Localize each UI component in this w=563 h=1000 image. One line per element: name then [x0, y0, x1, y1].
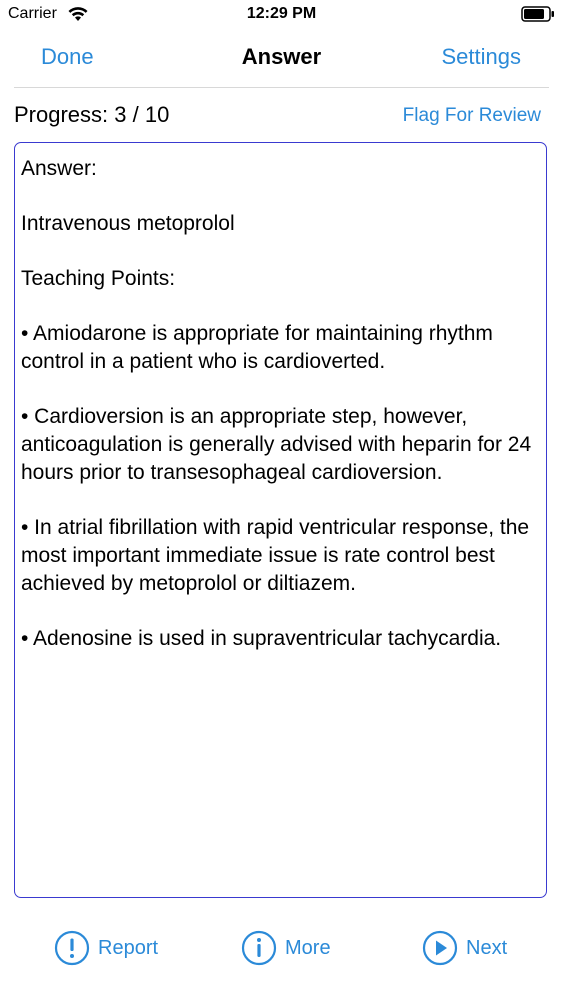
progress-label: Progress: 3 / 10 [14, 102, 170, 127]
more-button[interactable] [241, 930, 331, 966]
teaching-point: • Cardioversion is an appropriate step, however, anticoagulation is generally advised with heparin for 24 hours prior to transesophageal cardioversion. [21, 405, 532, 484]
progress-row [0, 96, 563, 132]
info-circle-icon [241, 930, 277, 966]
answer-text-view[interactable] [14, 142, 547, 898]
nav-divider [14, 87, 549, 88]
next-label: Next [466, 936, 508, 959]
flag-for-review-button[interactable]: Flag For Review [402, 105, 541, 126]
teaching-points-heading: Teaching Points: [21, 267, 176, 290]
carrier-label: Carrier [8, 5, 57, 22]
answer-text: Intravenous metoprolol [21, 212, 235, 235]
report-button[interactable] [54, 930, 158, 966]
report-label: Report [98, 936, 159, 959]
teaching-point: • In atrial fibrillation with rapid ventricular response, the most important immediate issue is rate control best achieved by metoprolol or diltiazem. [21, 516, 530, 595]
settings-button[interactable]: Settings [441, 44, 521, 69]
battery-icon [521, 6, 555, 27]
navigation-bar [0, 30, 563, 86]
more-label: More [285, 936, 331, 959]
status-bar [0, 0, 563, 30]
answer-heading: Answer: [21, 157, 97, 180]
teaching-point: • Amiodarone is appropriate for maintaining rhythm control in a patient who is cardioverted. [21, 322, 493, 373]
teaching-point: • Adenosine is used in supraventricular tachycardia. [21, 627, 502, 650]
bottom-toolbar [0, 918, 563, 978]
page-title: Answer [241, 44, 322, 69]
done-button[interactable]: Done [41, 44, 94, 69]
exclamation-circle-icon [54, 930, 90, 966]
play-circle-icon [422, 930, 458, 966]
status-time: 12:29 PM [246, 5, 317, 22]
next-button[interactable] [422, 930, 507, 966]
